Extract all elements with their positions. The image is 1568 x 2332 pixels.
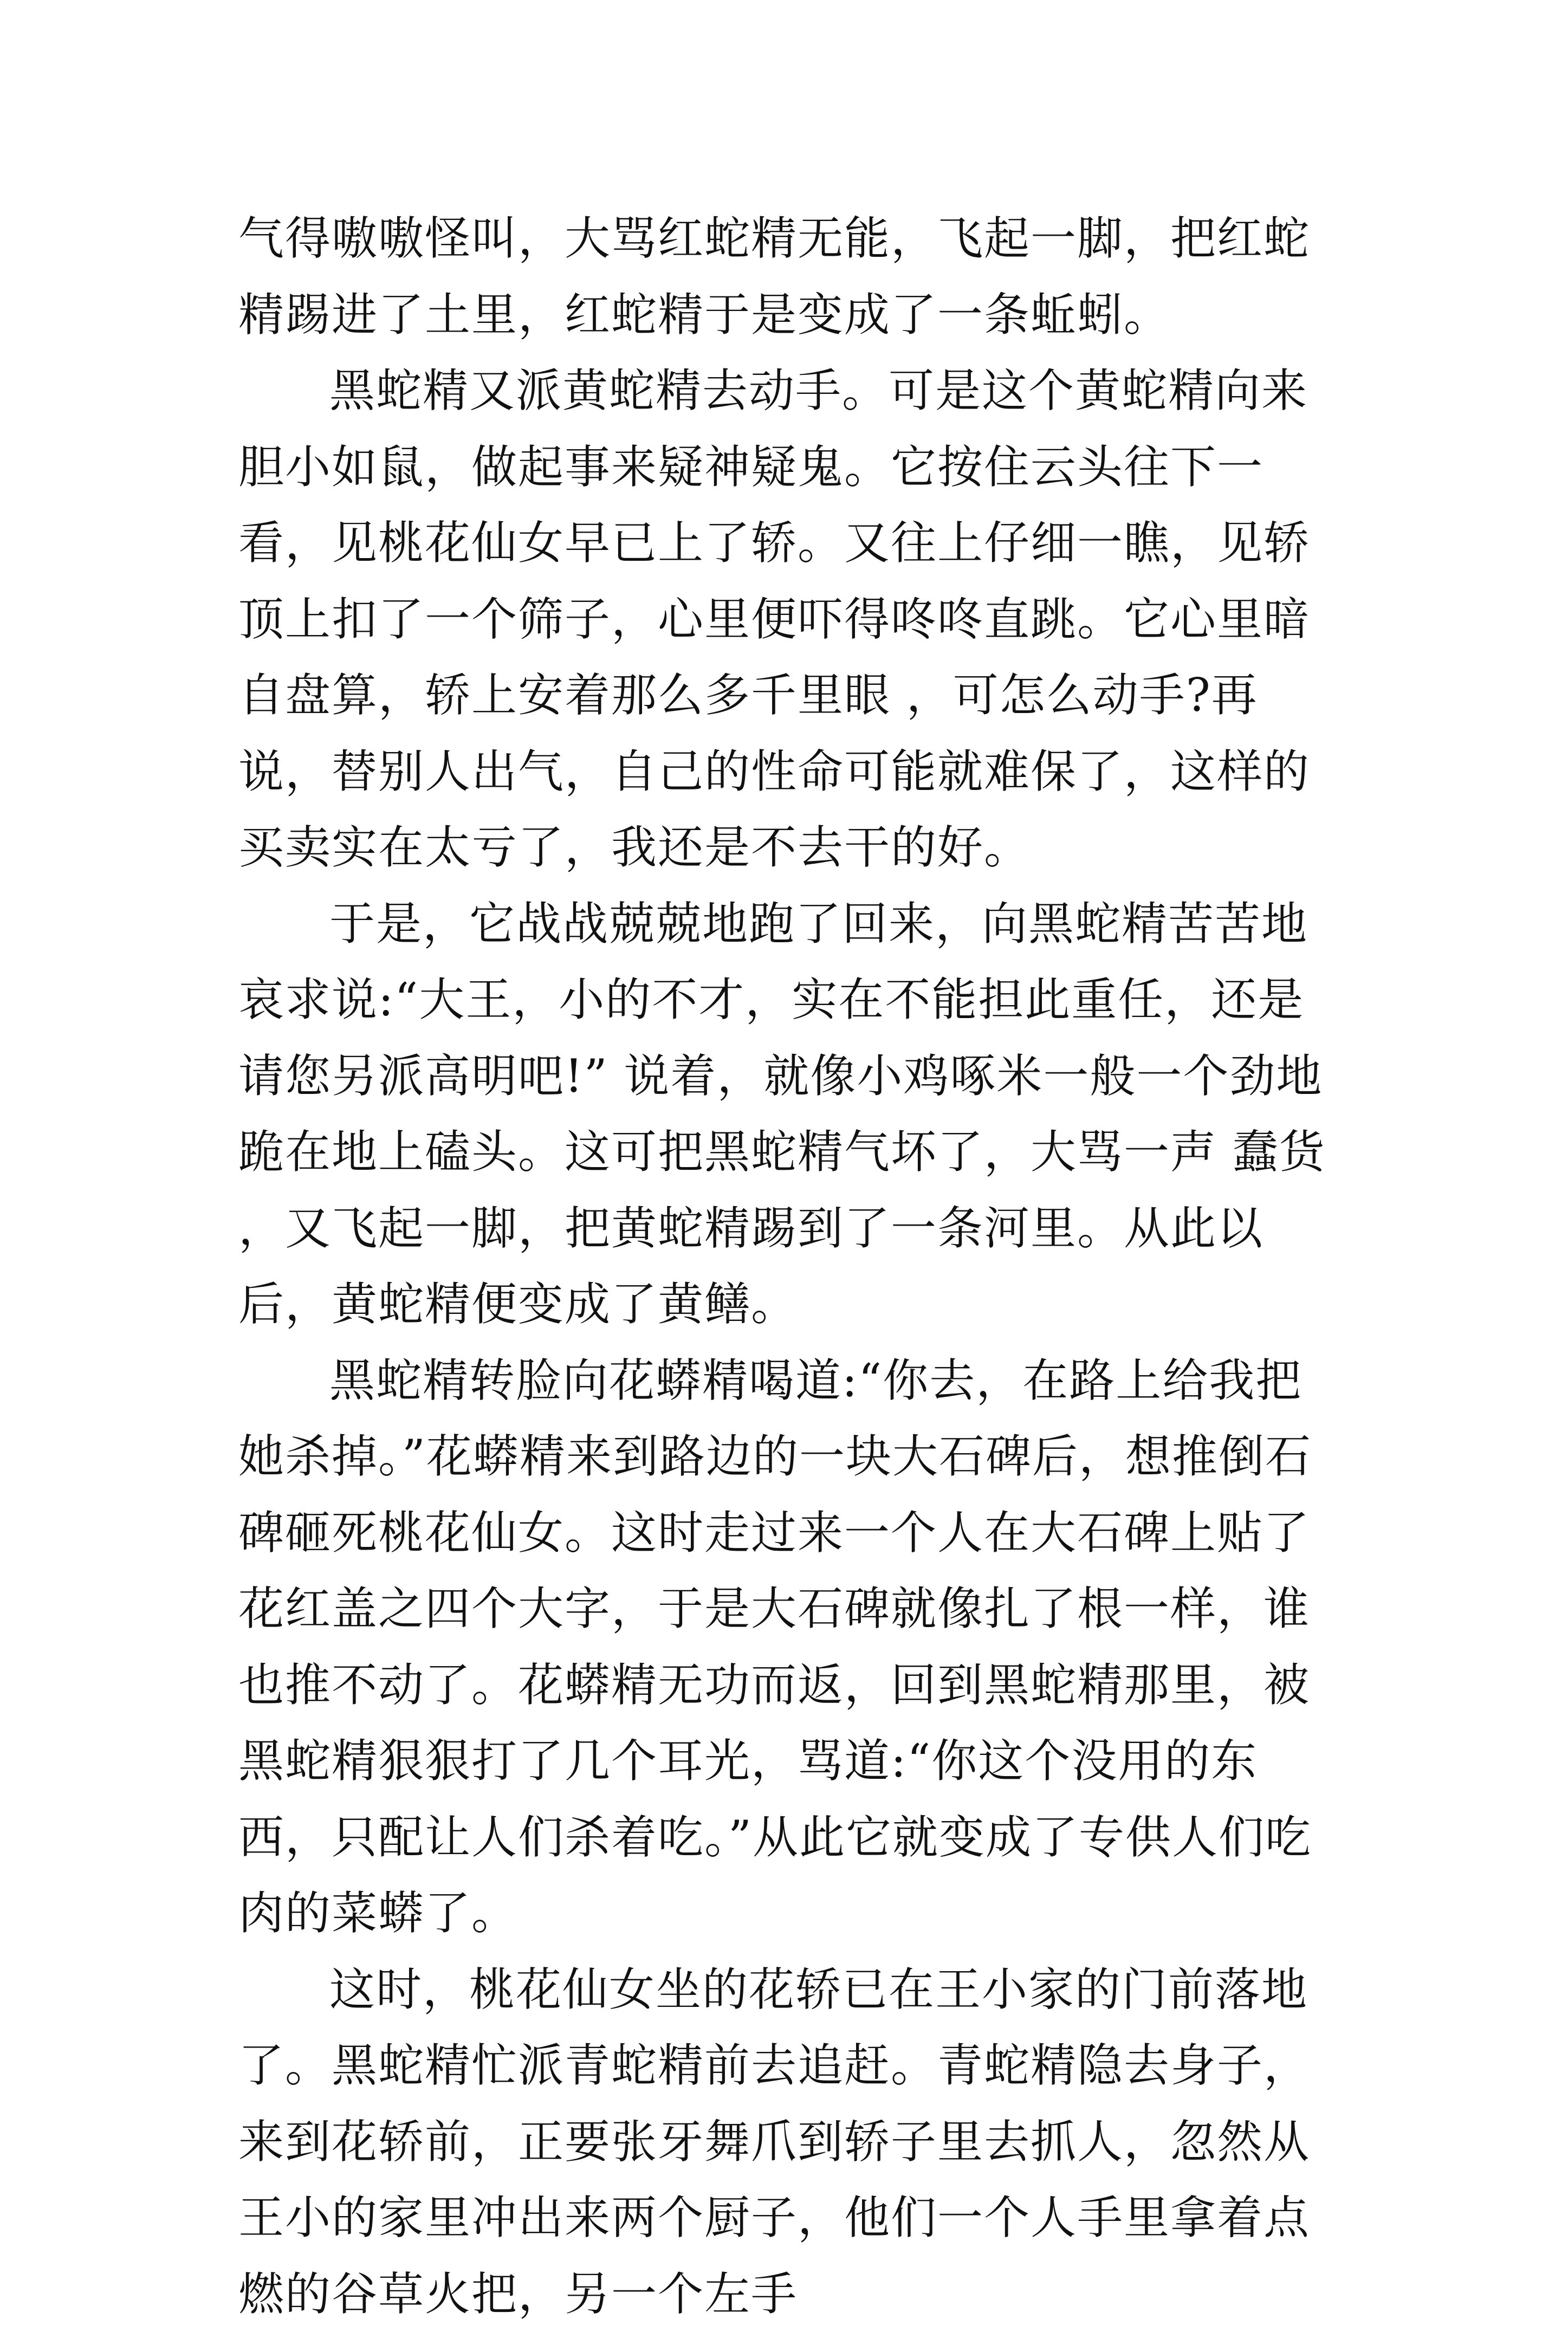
paragraph-3: 于是，它战战兢兢地跑了回来，向黑蛇精苦苦地哀求说:“大王，小的不才，实在不能担此重任，还是请您另派高明吧!” 说着，就像小鸡啄米一般一个劲地跪在地上磕头。这可把黑蛇精气坏了，大骂一声 蠢货 ，又飞起一脚，把黄蛇精踢到了一条河里。从此以后，黄蛇精便变成了黄鳝。 xyxy=(238,886,1333,1343)
body-text xyxy=(238,200,1333,2332)
paragraph-2: 黑蛇精又派黄蛇精去动手。可是这个黄蛇精向来胆小如鼠，做起事来疑神疑鬼。它按住云头往下一看，见桃花仙女早已上了轿。又往上仔细一瞧，见轿顶上扣了一个筛子，心里便吓得咚咚直跳。它心里暗自盘算，轿上安着那么多千里眼 ，可怎么动手?再说，替别人出气，自己的性命可能就难保了，这样的买卖实在太亏了，我还是不去干的好。 xyxy=(238,353,1333,886)
paragraph-1: 气得嗷嗷怪叫，大骂红蛇精无能，飞起一脚，把红蛇精踢进了土里，红蛇精于是变成了一条蚯蚓。 xyxy=(238,200,1333,353)
paragraph-4: 黑蛇精转脸向花蟒精喝道:“你去，在路上给我把她杀掉。”花蟒精来到路边的一块大石碑后，想推倒石碑砸死桃花仙女。这时走过来一个人在大石碑上贴了 花红盖之四个大字，于是大石碑就像扎了根一样，谁也推不动了。花蟒精无功而返，回到黑蛇精那里，被黑蛇精狠狠打了几个耳光，骂道:“你这个没用的东西，只配让人们杀着吃。”从此它就变成了专供人们吃肉的菜蟒了。 xyxy=(238,1343,1333,1952)
paragraph-5: 这时，桃花仙女坐的花轿已在王小家的门前落地了。黑蛇精忙派青蛇精前去追赶。青蛇精隐去身子，来到花轿前，正要张牙舞爪到轿子里去抓人，忽然从王小的家里冲出来两个厨子，他们一个人手里拿着点燃的谷草火把，另一个左手 xyxy=(238,1952,1333,2332)
